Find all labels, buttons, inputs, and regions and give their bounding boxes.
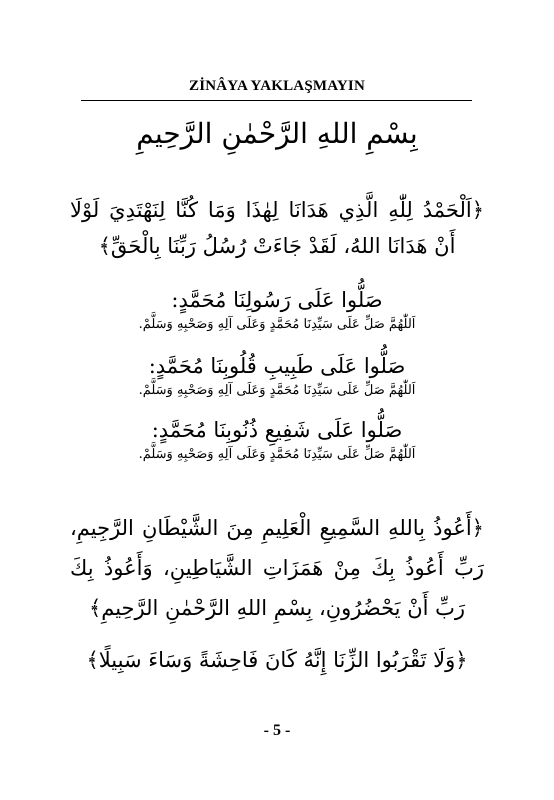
salawat-2-main: صَلُّوا عَلَى طَبِيبِ قُلُوبِنَا مُحَمَّدٍ: (148, 354, 406, 378)
page-number: - 5 - (263, 722, 291, 739)
basmala-calligraphy: بِسْمِ اللهِ الرَّحْمٰنِ الرَّحِيمِ (136, 117, 418, 150)
salawat-1-response: اَللّٰهُمَّ صَلِّ عَلَى سَيِّدِنَا مُحَمَّدٍ وَعَلَى آلِهِ وَصَحْبِهِ وَسَلَّمْ. (138, 317, 416, 332)
salawat-1-main: صَلُّوا عَلَى رَسُولِنَا مُحَمَّدٍ: (171, 288, 383, 312)
istiadha-line-1: ﴿أَعُوذُ بِاللهِ السَّمِيعِ الْعَلِيمِ مِنَ الشَّيْطَانِ الرَّجِيمِ، (70, 516, 484, 540)
istiadha-line-3: رَبِّ أَنْ يَحْضُرُونِ، بِسْمِ اللهِ الرَّحْمٰنِ الرَّحِيمِ﴾ (88, 596, 466, 620)
page-header-title: ZİNÂYA YAKLAŞMAYIN (188, 78, 365, 94)
verse-1-line-2: أَنْ هَدَانَا اللهُ، لَقَدْ جَاءَتْ رُسُلُ رَبِّنَا بِالْحَقِّ﴾ (98, 234, 456, 258)
verse-1-line-1: ﴿اَلْحَمْدُ لِلّٰهِ الَّذِي هَدَانَا لِهٰذَا وَمَا كُنَّا لِنَهْتَدِيَ لَوْلَا (70, 198, 484, 222)
salawat-3-main: صَلُّوا عَلَى شَفِيعِ ذُنُوبِنَا مُحَمَّدٍ: (151, 418, 403, 442)
salawat-2-response: اَللّٰهُمَّ صَلِّ عَلَى سَيِّدِنَا مُحَمَّدٍ وَعَلَى آلِهِ وَصَحْبِهِ وَسَلَّمْ. (138, 383, 416, 398)
verse-2: ﴿وَلَا تَقْرَبُوا الزِّنَا إِنَّهُ كَانَ فَاحِشَةً وَسَاءَ سَبِيلًا﴾ (86, 648, 468, 672)
header-divider (81, 100, 472, 101)
istiadha-line-2: رَبِّ أَعُوذُ بِكَ مِنْ هَمَزَاتِ الشَّيَاطِينِ، وَأَعُوذُ بِكَ (70, 556, 484, 580)
salawat-3-response: اَللّٰهُمَّ صَلِّ عَلَى سَيِّدِنَا مُحَمَّدٍ وَعَلَى آلِهِ وَصَحْبِهِ وَسَلَّمْ. (138, 447, 416, 462)
